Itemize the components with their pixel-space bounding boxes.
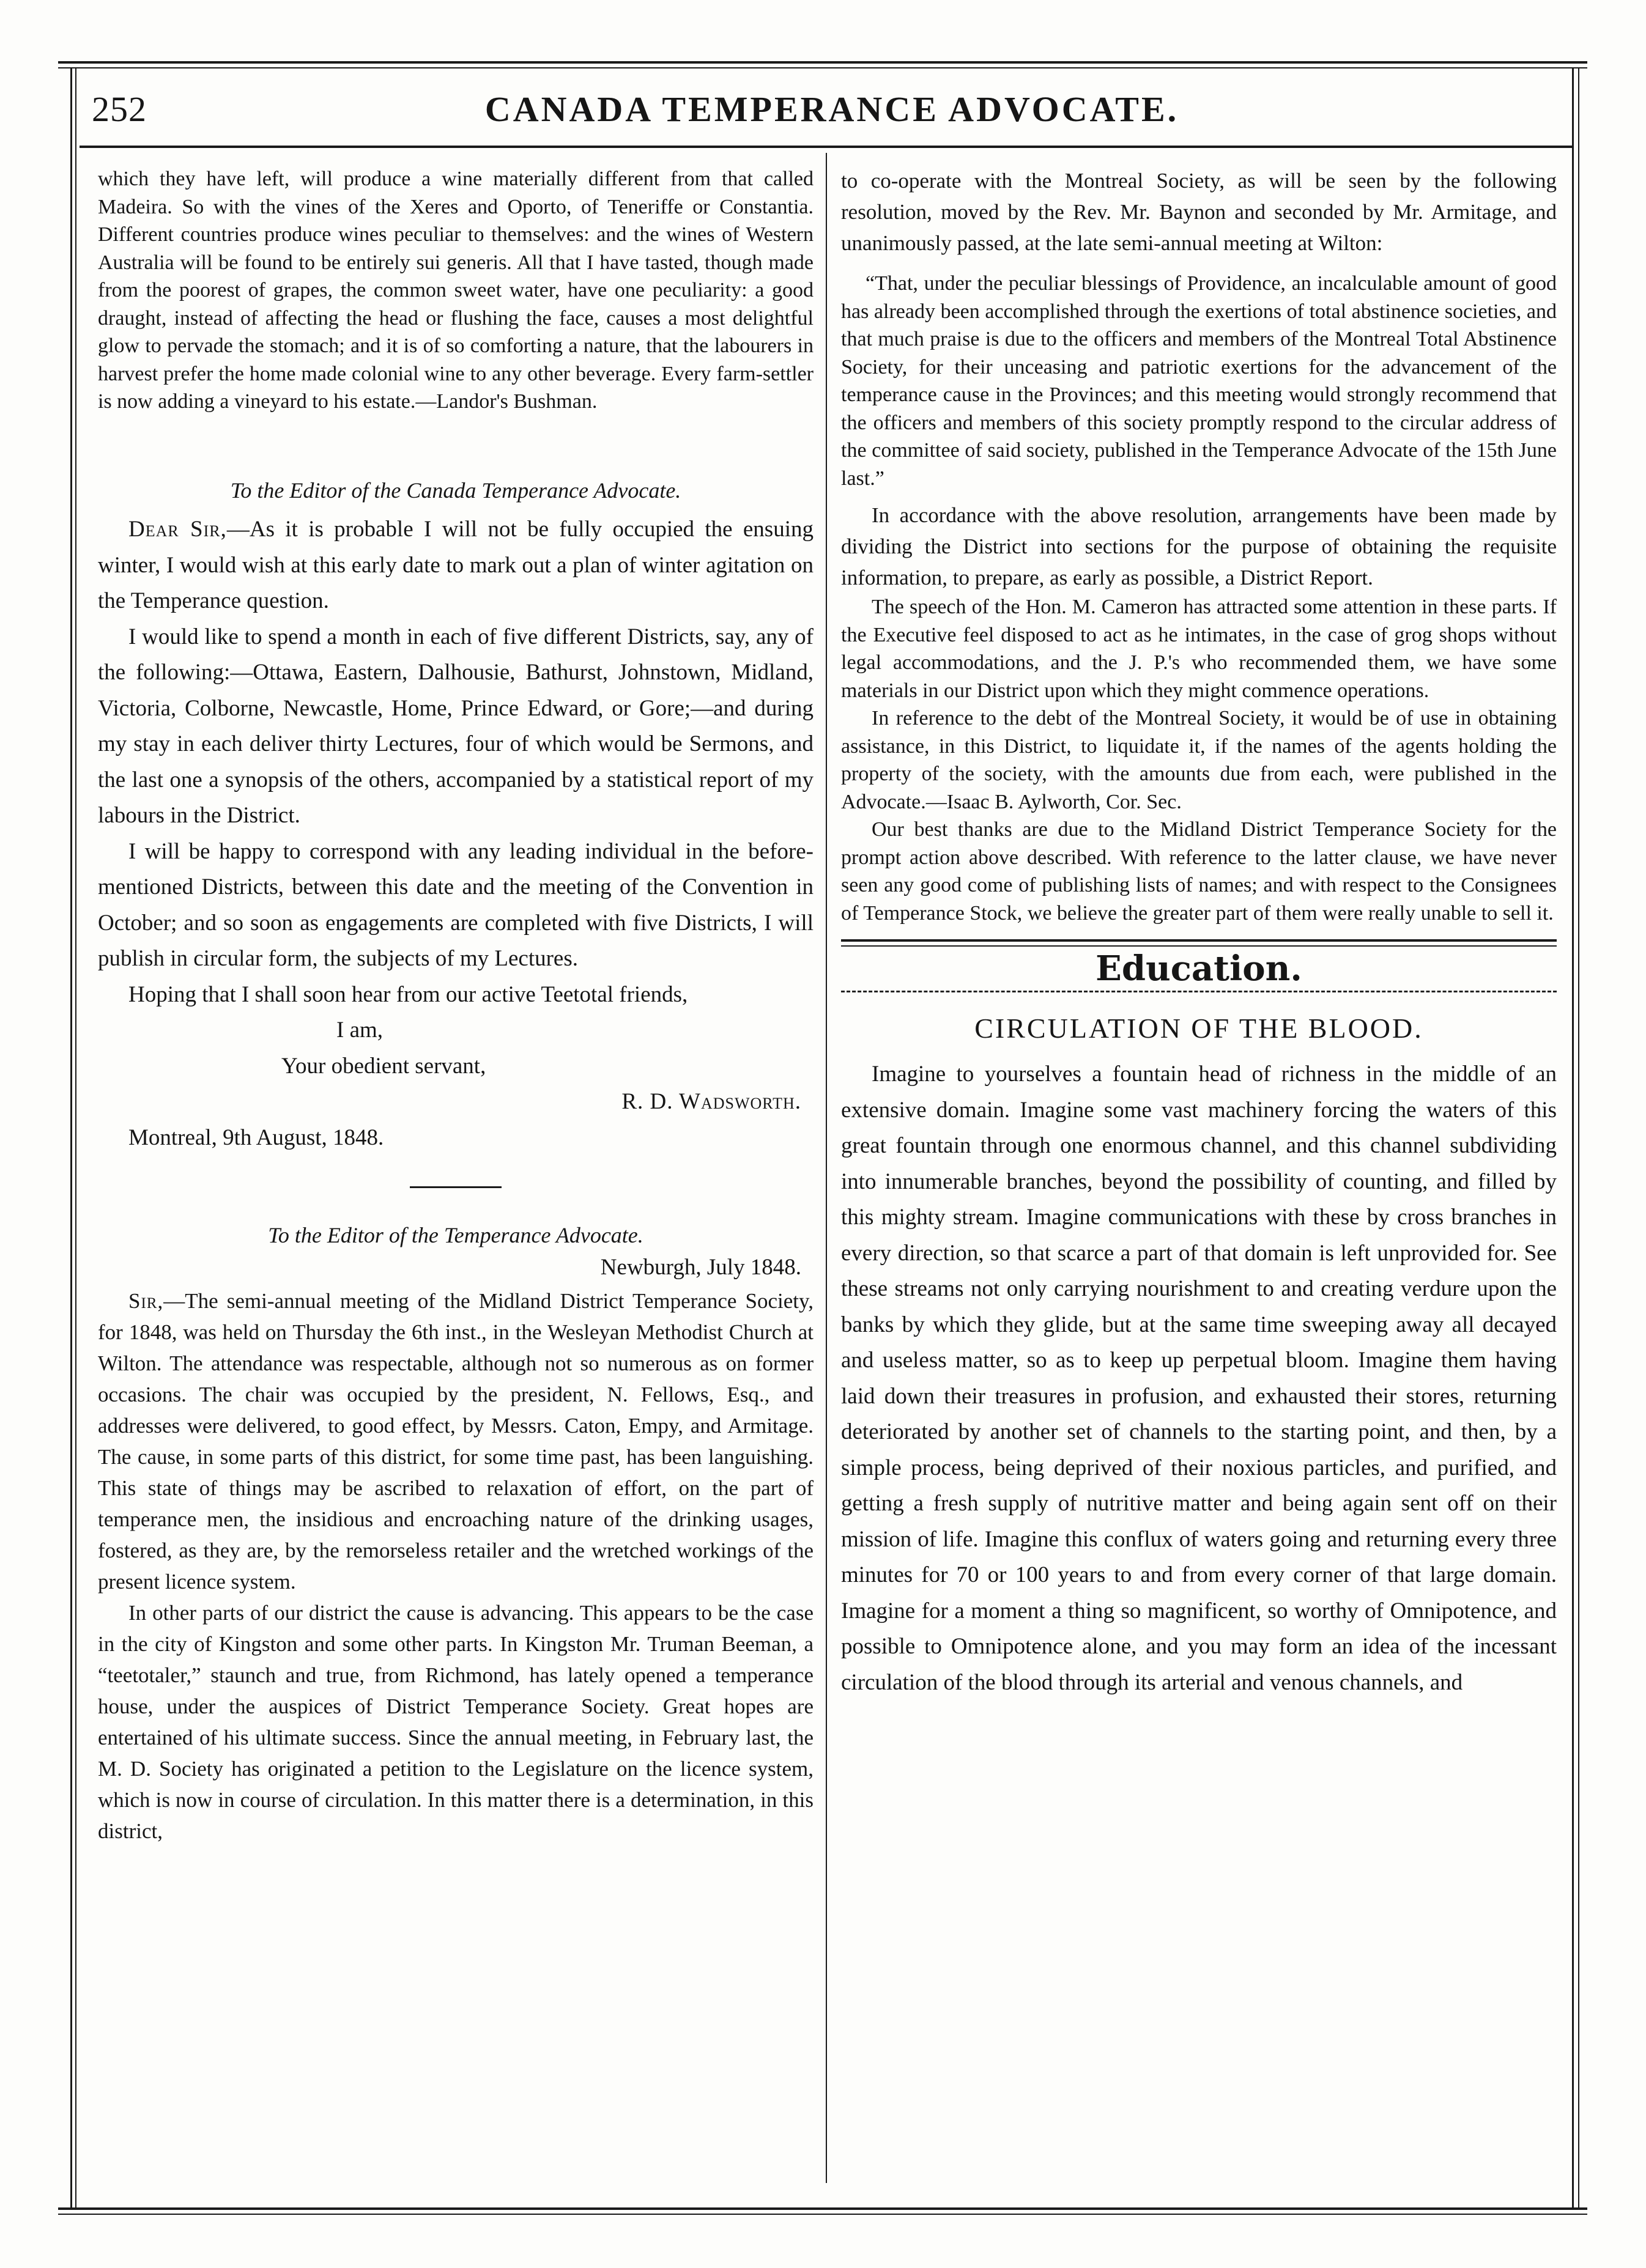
letter1-para3: I will be happy to correspond with any leading individual in the before-mentioned Districts, between this date and the meeting of the Convention in October; and so soon as engagements are completed with five Districts, I will publish in circular form, the subjects of my Lectures. <box>98 838 814 971</box>
article-body: Imagine to yourselves a fountain head of richness in the middle of an extensive domain. Imagine some vast machinery forcing the waters of this great fountain through one enormous channel, and this channel subdividing into innumerable branches, beyond the possibility of counting, and filled by this mighty stream. Imagine communications with these by cross branches in every direction, so that scarce a part of that domain is left unprovided for. See these streams not only carrying nourishment to and creating verdure upon the banks by which they glide, but at the same time sweeping away all decayed and useless matter, so as to keep up perpetual bloom. Imagine them having laid down their treasures in profusion, and exhausted their stores, returning deteriorated by another set of channels to the starting point, and then, by a simple process, being deprived of their noxious particles, and purified, and getting a fresh supply of nutritive matter and being again sent off on their mission of life. Imagine this conflux of waters going and returning every three minutes for 70 or 100 years to and from every corner of that large domain. Imagine for a moment a thing so magnificent, so worthy of Omnipotence, and possible to Omnipotence alone, and you may form an idea of the incessant circulation of the blood through its arterial and venous channels, and <box>841 1062 1557 1695</box>
letter1-heading: To the Editor of the Canada Temperance Advocate. <box>230 478 681 503</box>
header-rule <box>80 146 1572 148</box>
right-border-rule <box>1572 67 1574 2207</box>
letter1-dateline: Montreal, 9th August, 1848. <box>128 1125 384 1150</box>
letter2-heading: To the Editor of the Temperance Advocate. <box>268 1223 643 1247</box>
section-title: Education. <box>1095 948 1302 989</box>
wine-paragraph: which they have left, will produce a wine materially different from that called Madeira. So with the vines of the Xeres and Oporto, of Teneriffe or Constantia. Different countries produce wines peculiar to themselves: and the wines of Western Australia will be found to be entirely sui generis. All that I have tasted, though made from the poorest of grapes, the common sweet water, have one peculiarity: a good draught, instead of affecting the head or flushing the face, causes a most delightful glow to pervade the stomach; and it is of so comforting a nature, that the labourers in harvest prefer the home made colonial wine to any other beverage. Every farm-settler is now adding a vineyard to his estate.—Landor's Bushman. <box>98 168 814 413</box>
right-para1: to co-operate with the Montreal Society, as will be seen by the following resolution, moved by the Rev. Mr. Baynon and seconded by Mr. Armitage, and unanimously passed, at the late semi-annual meeting at Wilton: <box>841 169 1557 255</box>
letter1-close2: Your obedient servant, <box>281 1053 486 1079</box>
left-column <box>98 165 814 1847</box>
top-border-rule <box>58 61 1587 64</box>
letter1-para2: I would like to spend a month in each of five different Districts, say, any of the following:—Ottawa, Eastern, Dalhousie, Bathurst, Johnstown, Midland, Victoria, Colborne, Newcastle, Home, Prince Edward, or Gore;—and during my stay in each deliver thirty Lectures, four of which would be Sermons, and the last one a synopsis of the others, accompanied by a statistical report of my labours in the District. <box>98 624 814 828</box>
letter2-para1: —The semi-annual meeting of the Midland District Temperance Society, for 1848, was held on Thursday the 6th inst., in the Wesleyan Methodist Church at Wilton. The attendance was respectable, although not so numerous as on former occasions. The chair was occupied by the president, N. Fellows, Esq., and addresses were delivered, to good effect, by Messrs. Caton, Empy, and Armitage. The cause, in some parts of this district, for some time past, has been languishing. This state of things may be ascribed to relaxation of effort, on the part of temperance men, the insidious and encroaching nature of the drinking usages, fostered, as they are, by the remorseless retailer and the wretched workings of the present licence system. <box>98 1289 814 1594</box>
page-number: 252 <box>92 89 147 129</box>
right-para4: In reference to the debt of the Montreal Society, it would be of use in obtaining assistance, in this District, to liquidate it, if the names of the agents holding the property of the society, with the amounts due from each, were published in the Advocate.—Isaac B. Aylworth, Cor. Sec. <box>841 707 1557 813</box>
resolution-quote: “That, under the peculiar blessings of Providence, an incalculable amount of good has already been accomplished through the exertions of total abstinence societies, and that much praise is due to the officers and members of the Montreal Total Abstinence Society, for their unceasing and patriotic exertions for the advancement of the temperance cause in the Provinces; and this meeting would strongly recommend that the officers and members of this society promptly respond to the circular address of the committee of said society, published in the Temperance Advocate of the 15th June last.” <box>841 272 1557 490</box>
right-para3: The speech of the Hon. M. Cameron has attracted some attention in these parts. If the Executive feel disposed to act as he intimates, in the case of grog shops without legal accommodations, and the J. P.'s who recommended them, we have some materials in our District upon which they might commence operations. <box>841 596 1557 702</box>
running-title: CANADA TEMPERANCE ADVOCATE. <box>484 89 1179 129</box>
article-title: CIRCULATION OF THE BLOOD. <box>974 1012 1423 1044</box>
top-border-rule-thin <box>58 67 1587 68</box>
right-para5: Our best thanks are due to the Midland District Temperance Society for the prompt action above described. With reference to the latter clause, we have never seen any good come of publishing lists of names; and with respect to the Consignees of Temperance Stock, we believe the greater part of them were really unable to sell it. <box>841 818 1557 925</box>
left-border-rule <box>70 67 72 2207</box>
right-para2: In accordance with the above resolution, arrangements have been made by dividing the District into sections for the purpose of obtaining the requisite information, to prepare, as early as possible, a District Report. <box>841 503 1557 589</box>
bottom-border-rule-thin <box>58 2214 1587 2215</box>
page-header <box>92 89 1572 138</box>
column-divider <box>826 153 827 2183</box>
section-rule-top <box>841 939 1557 947</box>
letter1-salutation: Dear Sir, <box>128 517 227 542</box>
letter1-para1: —As it is probable I will not be fully occupied the ensuing winter, I would wish at this early date to mark out a plan of winter agitation on the Temperance question. <box>98 517 814 613</box>
letter1-signature: R. D. Wadsworth. <box>621 1089 801 1114</box>
letter1-para4: Hoping that I shall soon hear from our active Teetotal friends, <box>128 981 688 1007</box>
right-border-rule-inner <box>1578 67 1579 2207</box>
letter2-dateline: Newburgh, July 1848. <box>600 1254 801 1280</box>
left-border-rule-inner <box>75 67 76 2207</box>
bottom-border-rule <box>58 2207 1587 2210</box>
letter2-salutation: Sir, <box>128 1289 164 1313</box>
letter1-close1: I am, <box>336 1018 384 1043</box>
letter2-para2: In other parts of our district the cause is advancing. This appears to be the case in the city of Kingston and some other parts. In Kingston Mr. Truman Beeman, a “teetotaler,” staunch and true, from Richmond, has lately opened a temperance house, under the auspices of District Temperance Society. Great hopes are entertained of his ultimate success. Since the annual meeting, in February last, the M. D. Society has originated a petition to the Legislature on the licence system, which is now in course of circulation. In this matter there is a determination, in this district, <box>98 1601 814 1843</box>
right-column <box>841 165 1557 1701</box>
